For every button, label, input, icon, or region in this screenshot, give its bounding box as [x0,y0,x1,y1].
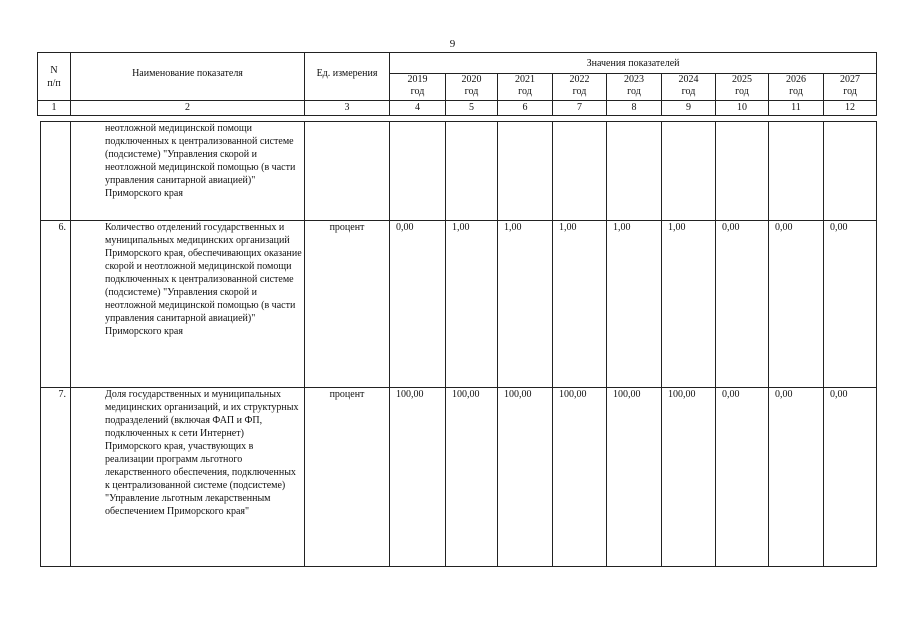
header-year-2026: 2026 год [769,74,824,101]
header-year-2025: 2025 год [716,74,769,101]
value-cell [716,122,769,221]
row-number [41,122,71,221]
value-cell [390,122,446,221]
value-cell: 100,00 [607,388,662,567]
value-cell [824,122,877,221]
value-cell: 100,00 [498,388,553,567]
value-cell: 0,00 [390,221,446,388]
column-number: 9 [662,101,716,116]
value-cell: 0,00 [769,388,824,567]
value-cell: 0,00 [824,221,877,388]
indicator-name: Доля государственных и муниципальных медицинских организаций, и их структурных подразделений (включая ФАП и ФП, подключенных к сети Интернет) Приморского края, участвующих в реализации программ льготного лекарственного обеспечения, подключенных к централизованной системе (подсистеме) "Управление льготным лекарственным обеспечением Приморского края" [71,388,305,567]
header-col-values: Значения показателей [390,53,877,74]
column-number: 12 [824,101,877,116]
column-number: 5 [446,101,498,116]
header-year-2021: 2021 год [498,74,553,101]
value-cell: 0,00 [716,221,769,388]
value-cell: 1,00 [446,221,498,388]
column-number: 2 [71,101,305,116]
value-cell: 100,00 [390,388,446,567]
header-year-2020: 2020 год [446,74,498,101]
value-cell: 100,00 [662,388,716,567]
column-number: 4 [390,101,446,116]
indicator-name: неотложной медицинской помощи подключенных к централизованной системе (подсистеме) "Управления скорой и неотложной медицинской помощью (в части управления санитарной авиацией)" Приморского края [71,122,305,221]
header-year-2023: 2023 год [607,74,662,101]
value-cell: 0,00 [716,388,769,567]
header-col-unit: Ед. измерения [305,53,390,101]
unit-cell [305,122,390,221]
table-row [41,388,877,567]
column-number: 7 [553,101,607,116]
value-cell: 1,00 [662,221,716,388]
value-cell [769,122,824,221]
column-number: 8 [607,101,662,116]
unit-cell: процент [305,388,390,567]
value-cell [446,122,498,221]
header-year-2022: 2022 год [553,74,607,101]
table-row [41,221,877,388]
value-cell: 1,00 [607,221,662,388]
value-cell: 100,00 [553,388,607,567]
row-number: 6. [41,221,71,388]
value-cell: 1,00 [498,221,553,388]
unit-cell: процент [305,221,390,388]
column-number: 11 [769,101,824,116]
table-header [37,52,877,116]
value-cell: 100,00 [446,388,498,567]
value-cell [498,122,553,221]
table-row [41,122,877,221]
data-table [40,121,877,567]
row-number: 7. [41,388,71,567]
value-cell [662,122,716,221]
value-cell: 0,00 [824,388,877,567]
value-cell: 1,00 [553,221,607,388]
column-number: 1 [38,101,71,116]
header-year-2024: 2024 год [662,74,716,101]
value-cell: 0,00 [769,221,824,388]
column-number: 6 [498,101,553,116]
value-cell [607,122,662,221]
column-number: 10 [716,101,769,116]
column-number: 3 [305,101,390,116]
header-year-2027: 2027 год [824,74,877,101]
header-col-n: N п/п [38,53,71,101]
indicator-name: Количество отделений государственных и муниципальных медицинских организаций Приморского края, обеспечивающих оказание скорой и неотложной медицинской помощи подключенных к централизованной системе (подсистеме) "Управления скорой и неотложной медицинской помощью (в части управления санитарной авиацией)" Приморского края [71,221,305,388]
header-col-name: Наименование показателя [71,53,305,101]
value-cell [553,122,607,221]
header-year-2019: 2019 год [390,74,446,101]
page-number: 9 [449,38,456,50]
